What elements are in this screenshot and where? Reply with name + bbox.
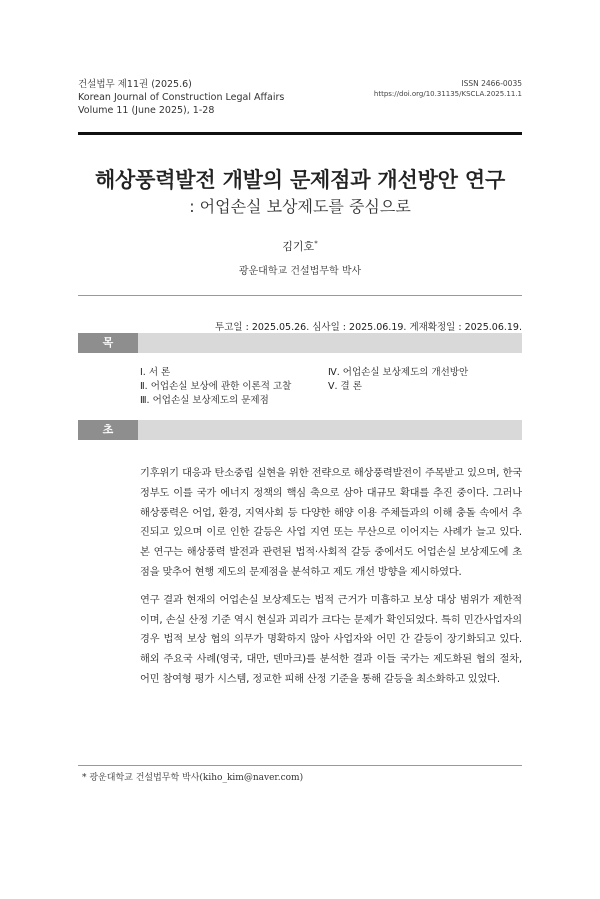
abstract-label: 초 록 [78,420,138,440]
toc-section-bar [78,333,522,369]
toc-label: 목 차 [78,333,138,353]
journal-volume: Volume 11 (June 2025), 1-28 [78,105,215,116]
title-divider [78,295,522,296]
toc-item[interactable]: Ⅰ. 서 론 [140,367,171,378]
doi-link[interactable]: https://doi.org/10.31135/KSCLA.2025.11.1 [373,90,522,98]
author-name-text: 김기호 [282,240,315,253]
paper-subtitle: : 어업손실 보상제도를 중심으로 [189,197,411,216]
footnote-rule [78,765,522,766]
paper-title: 해상풍력발전 개발의 문제점과 개선방안 연구 [94,168,506,192]
abstract-body [140,464,522,698]
author-footnote: * 광운대학교 건설법무학 박사(kiho_kim@naver.com) [82,773,304,783]
header-rule [78,132,522,135]
author-affiliation: 광운대학교 건설법무학 박사 [238,266,362,277]
toc-item[interactable]: Ⅴ. 결 론 [328,381,362,392]
journal-citation [78,78,284,117]
toc-item[interactable]: Ⅲ. 어업손실 보상제도의 문제점 [140,395,269,406]
submission-dates: 투고일 : 2025.05.26. 심사일 : 2025.06.19. 게재확정일 : 2025.06.19. [215,322,522,333]
journal-name-korean: 건설법무 제11권 (2025.6) [78,79,192,90]
toc-item[interactable]: Ⅱ. 어업손실 보상에 관한 이론적 고찰 [140,381,292,392]
author-name [60,238,540,254]
issn: ISSN 2466-0035 [461,79,522,88]
toc-column-right [328,366,468,394]
abstract-paragraph: 연구 결과 현재의 어업손실 보상제도는 법적 근거가 미흡하고 보상 대상 범위가 제한적이며, 손실 산정 기준 역시 현실과 괴리가 크다는 문제가 확인되었다. 특히 민간사업자의 경우 법적 보상 협의 의무가 명확하지 않아 사업자와 어민 간 갈등이 장기화되고 있다. 해외 주요국 사례(영국, 대만, 덴마크)를 분석한 결과 이들 국가는 제도화된 협의 절차, 어민 참여형 평가 시스템, 정교한 피해 산정 기준을 통해 갈등을 최소화하고 있었다. [140,594,522,685]
abstract-paragraph: 기후위기 대응과 탄소중립 실현을 위한 전략으로 해상풍력발전이 주목받고 있으며, 한국 정부도 이를 국가 에너지 정책의 핵심 축으로 삼아 대규모 확대를 추진 중이다. 그러나 해상풍력은 어업, 환경, 지역사회 등 다양한 해양 이용 주체들과의 이해 충돌 속에서 추진되고 있으며 이로 인한 갈등은 사업 지연 또는 무산으로 이어지는 사례가 늘고 있다. 본 연구는 해상풍력 발전과 관련된 법적·사회적 갈등 중에서도 어업손실 보상제도에 초점을 맞추어 현행 제도의 문제점을 분석하고 제도 개선 방향을 제시하였다. [140,468,522,578]
abstract-section-bar [78,420,522,456]
toc-item[interactable]: Ⅳ. 어업손실 보상제도의 개선방안 [328,367,469,378]
journal-name-english: Korean Journal of Construction Legal Affairs [78,92,285,103]
journal-identifiers [374,78,522,100]
toc-column-left [140,366,291,408]
author-footnote-mark[interactable]: * [314,239,318,248]
